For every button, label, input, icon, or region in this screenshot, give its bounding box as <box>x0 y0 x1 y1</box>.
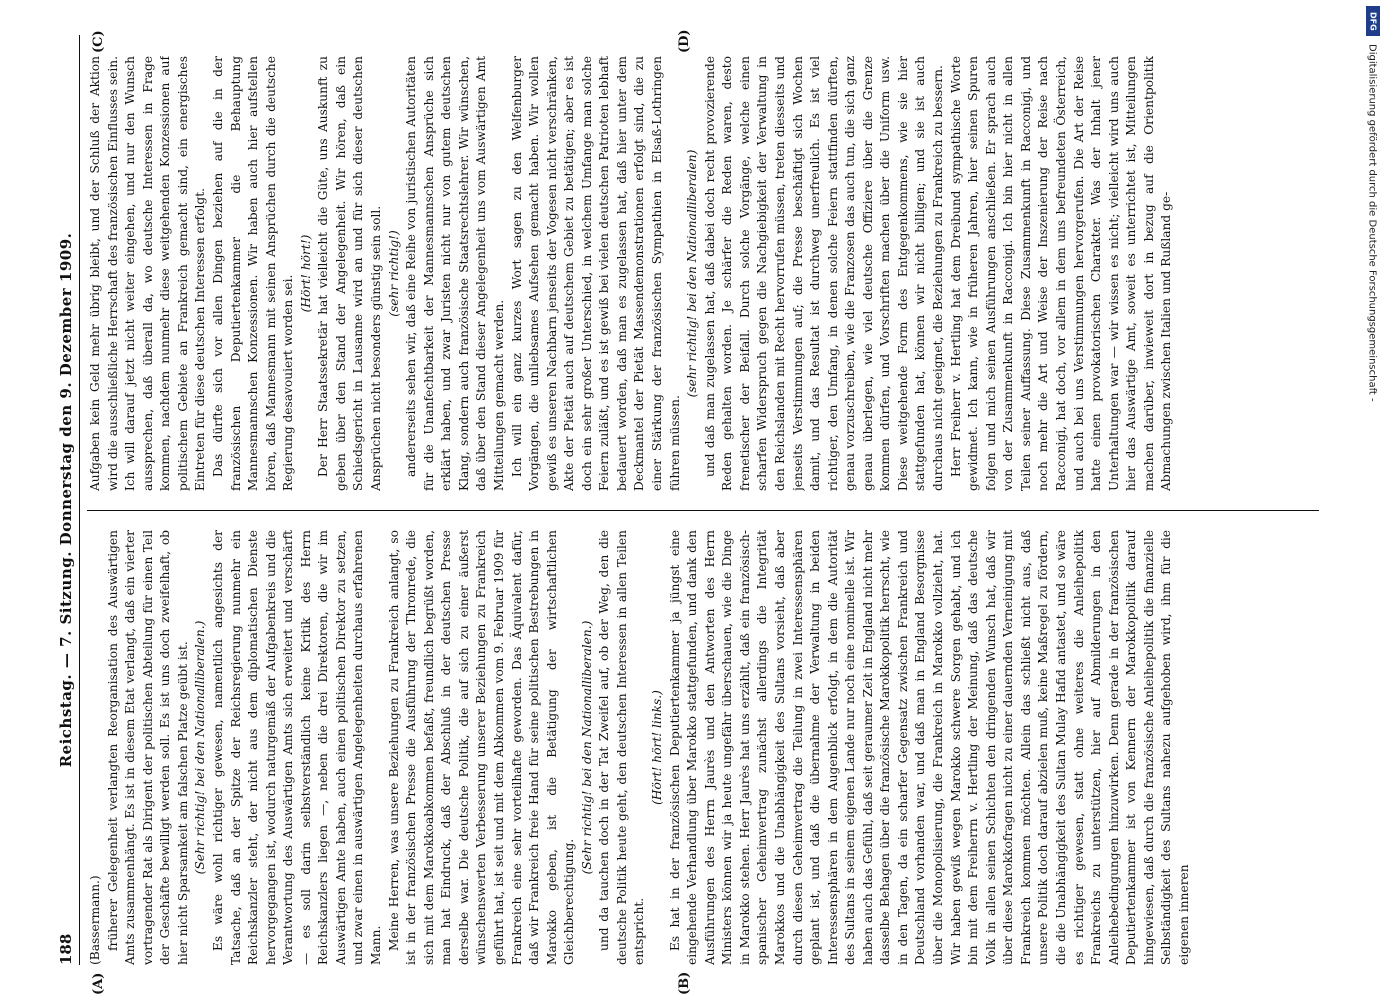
margin-marker-d: (D) <box>676 29 692 53</box>
paragraph: Der Herr Staatssekretär hat vielleicht die Güte, uns Auskunft zu geben über den Stand der Angelegenheit. Wir hören, daß ein Schiedsgericht in Lausanne wird an und für sich dieser deutschen Ansprüchen nicht besonders günstig sein soll. <box>315 56 383 491</box>
digitization-credit <box>1363 44 1381 684</box>
paragraph: Meine Herren, was unsere Beziehungen zu Frankreich anlangt, so ist in der französischen Presse die Ausführung der Thronrede, die sich mit dem Marokkoabkommen befaßt, freundlich begrüßt worden, man hat Eindruck, daß der Abschluß in der deutschen Presse derselbe war. Die deutsche Politik, die auf sich zu einer äußerst wünschenswerten Verbesserung unserer Beziehungen zu Frankreich geführt hat, ist seit und mit dem Abkommen vom 9. Februar 1909 für Frankreich eine sehr vorteilhafte geworden. Das Äquivalent dafür, daß wir Frankreich freie Hand für seine politischen Bestrebungen in Marokko geben, ist die Betätigung der wirtschaftlichen Gleichberechtigung. <box>386 530 576 965</box>
dfg-logo: DFG <box>1366 6 1380 36</box>
interjection: (Sehr richtig! bei den Nationalliberalen.) <box>192 620 207 875</box>
interjection: (sehr richtig! bei den Nationalliberalen) <box>684 149 699 398</box>
margin-marker-c: (C) <box>90 30 106 53</box>
paragraph: früherer Gelegenheit verlangten Reorganisation des Auswärtigen Amts zusammenhängt. Es ist in diesem Etat verlangt, daß ein vierter vortragender Rat als Dirigent der politischen Abteilung für einen Teil der Geschäfte bewilligt werden soll. Es ist uns doch zweifelhaft, ob hier nicht Sparsamkeit am falschen Platze geübt ist. <box>105 530 190 965</box>
paragraph: Es hat in der französischen Deputiertenkammer ja jüngst eine eingehende Verhandlung über Marokko stattgefunden, und dank den Ausführungen des Herrn Jaurès und den Antworten des Herrn Ministers können wir ja heute ungefähr überschauen, wie die Dinge in Marokko stehen. Herr Jaurès hat uns erzählt, daß ein französisch-spanischer Geheimvertrag zunächst allerdings die Integrität Marokkos und die Unabhängigkeit des Sultans vorsieht, daß aber durch diesen Geheimvertrag die Teilung in zwei Interessensphären geplant ist, und daß die übernahme der Verwaltung in beiden Interessensphären in dem Augenblick erfolgt, in dem die Autorität des Sultans in seinem eigenen Lande nur noch eine nominelle ist. Wir haben auch das Gefühl, daß seit geraumer Zeit in England nicht mehr dasselbe Behagen über die französische Marokkopolitik herrscht, wie in den Tagen, da ein scharfer Gegensatz zwischen Frankreich und Deutschland vorhanden war, und daß man in England Besorgnisse über die Monopolisierung, die Frankreich in Marokko vollzieht, hat. Wir haben gewiß wegen Marokko schwere Sorgen gehabt, und ich bin mit dem Freiherrn v. Hertling der Meinung, daß das deutsche Volk in allen seinen Schichten den dringenden Wunsch hat, daß wir über diese Marokkofragen nicht zu einer dauernden Verneinigung mit Frankreich kommen möchten. Allein das schließt nicht aus, daß unsere Politik doch darauf abzielen muß, keine Maßregel zu fördern, die die Unabhängigkeit des Sultan Mulay Hafid antastet, und so wäre es richtiger gewesen, statt ohne weiteres die Anleihepolitik Frankreichs zu unterstützen, hier auf Abmilderungen in den Anleihebedingungen hinzuwirken. Denn gerade in der französischen Deputiertenkammer ist von Kennern der Marokkopolitik darauf hingewiesen, daß durch die französische Anleihepolitik die finanzielle Selbständigkeit des Sultans nahezu aufgehoben wird, ihm für die eigenen inneren <box>667 530 1191 965</box>
margin-marker-b: (B) <box>676 971 692 995</box>
paragraph: und da tauchen doch in der Tat Zweifel auf, ob der Weg, den die deutsche Politik heute geht, den deutschen Interessen in allen Teilen entspricht. <box>596 530 646 965</box>
interjection: (Hört! hört! links.) <box>649 690 664 805</box>
paragraph: Herr Freiherr v. Hertling hat dem Dreibund sympathische Worte gewidmet. Ich kann, wie in früheren Jahren, hier seinen Spuren folgen und mich seinen Ausführungen anschließen. Er sprach auch von der Zusammenkunft in Racconigi. Ich bin hier nicht in allen Teilen seiner Auffassung. Diese Zusammenkunft in Racconigi, und noch mehr die Art und Weise der Inszenierung der Reise nach Racconigi, hat doch, vor allem in dem uns befreundeten Österreich, und auch bei uns Verstimmungen hervorgerufen. Die Art der Reise hatte einen provokatorischen Charakter. Was der Inhalt jener Unterhaltungen war — wir wissen es nicht; vielleicht wird uns auch hier das Auswärtige Amt, soweit es unterrichtet ist, Mitteilungen machen darüber, inwieweit dort in bezug auf die Orientpolitik Abmachungen zwischen Italien und Rußland ge- <box>948 56 1173 491</box>
paragraph: und daß man zugelassen hat, daß dabei doch recht provozierende Reden gehalten worden. Je schärfer die Reden waren, desto frenetischer der Beifall. Durch solche Vorgänge, welche einen scharfen Widerspruch gegen die Nachgiebigkeit der Verwaltung in den Reichslanden mit Recht hervorrufen müssen, treten diesseits und jenseits Verstimmungen auf; die Presse beschäftigt sich Wochen damit, und das Resultat ist durchweg unerfreulich. Es ist viel richtiger, den Umfang, in denen solche Feiern stattfinden dürften, genau vorzuschreiben, wie die Franzosen das auch tun, die sich ganz genau überlegen, wie viel deutsche Offiziere über die Grenze kommen dürfen, und Vorschriften machen über die Uniform usw. Diese weitgehende Form des Entgegenkommens, wie sie hier stattgefunden hat, können wir nicht billigen; und sie ist auch durchaus nicht geeignet, die Beziehungen zu Frankreich zu bessern. <box>702 56 945 491</box>
digitization-credit-text: Digitalisierung gefördert durch die Deutsche Forschungsgemeinschaft - <box>1366 44 1378 402</box>
paragraph: Es wäre wohl richtiger gewesen, namentlich angesichts der Tatsache, daß an der Spitze der Reichsregierung nunmehr ein Reichskanzler steht, der nicht aus dem diplomatischen Dienste hervorgegangen ist, wodurch naturgemäß der Aufgabenkreis und die Verantwortung des Auswärtigen Amts sich erweitert und verschärft — es soll darin selbstverständlich keine Kritik des Herrn Reichskanzlers liegen —, neben die drei Direktoren, die wir im Auswärtigen Amte haben, auch einen politischen Direktor zu setzen, und zwar einen in auswärtigen Angelegenheiten durchaus erfahrenen Mann. <box>210 530 383 965</box>
column-divider <box>87 510 1319 511</box>
page-number: 188 <box>56 933 75 965</box>
right-column <box>87 56 1319 491</box>
left-column <box>87 530 1319 965</box>
paragraph: Aufgaben kein Geld mehr übrig bleibt, und der Schluß der Aktion wird die ausschließliche Herrschaft des französischen Einflusses sein. Ich will darauf jetzt nicht weiter eingehen, und nur den Wunsch aussprechen, daß überall da, wo deutsche Interessen in Frage kommen, nachdem nunmehr diese weitgehenden Konzessionen auf politischem Gebiete an Frankreich gemacht sind, ein energisches Eintreten für diese deutschen Interessen erfolgt. <box>87 56 207 491</box>
running-head <box>57 35 80 965</box>
running-title: Reichstag. — 7. Sitzung. Donnerstag den 9. Dezember 1909. <box>56 232 75 768</box>
interjection: (Sehr richtig! bei den Nationalliberalen.) <box>579 620 594 875</box>
paragraph: andererseits sehen wir, daß eine Reihe von juristischen Autoritäten für die Unanfechtbarkeit der Mannesmannschen Ansprüche sich erklärt haben, und zwar Juristen nicht nur von gutem deutschen Klang, sondern auch französische Staatsrechtslehrer. Wir wünschen, daß über den Stand dieser Angelegenheit uns vom Auswärtigen Amt Mitteilungen gemacht werden. <box>403 56 506 491</box>
interjection: (Hört! hört!) <box>298 234 313 313</box>
margin-marker-a: (A) <box>90 972 106 995</box>
speaker-name: (Bassermann.) <box>87 875 102 965</box>
interjection: (sehr richtig!) <box>386 230 401 317</box>
paragraph: Das dürfte sich vor allen Dingen beziehen auf die in der französischen Deputiertenkammer die Behauptung Mannesmannschen Konzessionen. Wir haben auch hier aufstellen hören, daß Mannesmann mit seinen Ansprüchen durch die deutsche Regierung desavouiert worden sei. <box>210 56 295 491</box>
document-page <box>56 29 1327 995</box>
paragraph: Ich will ein ganz kurzes Wort sagen zu den Welfenburger Vorgängen, die unliebsames Aufsehen gemacht haben. Wir wollen gewiß es unseren Nachbarn jenseits der Vogesen nicht verschränken, Akte der Pietät auch auf deutschem Gebiet zu betätigen; aber es ist doch ein sehr großer Unterschied, in welchem Umfange man solche Feiern zuläßt, und es ist gewiß bei vielen deutschen Patrioten lebhaft bedauert worden, daß man es zugelassen hat, daß hier unter dem Deckmantel der Pietät Massendemonstrationen erfolgt sind, die zu einer Stärkung der französischen Sympathien in Elsaß-Lothringen führen müssen. <box>509 56 682 491</box>
